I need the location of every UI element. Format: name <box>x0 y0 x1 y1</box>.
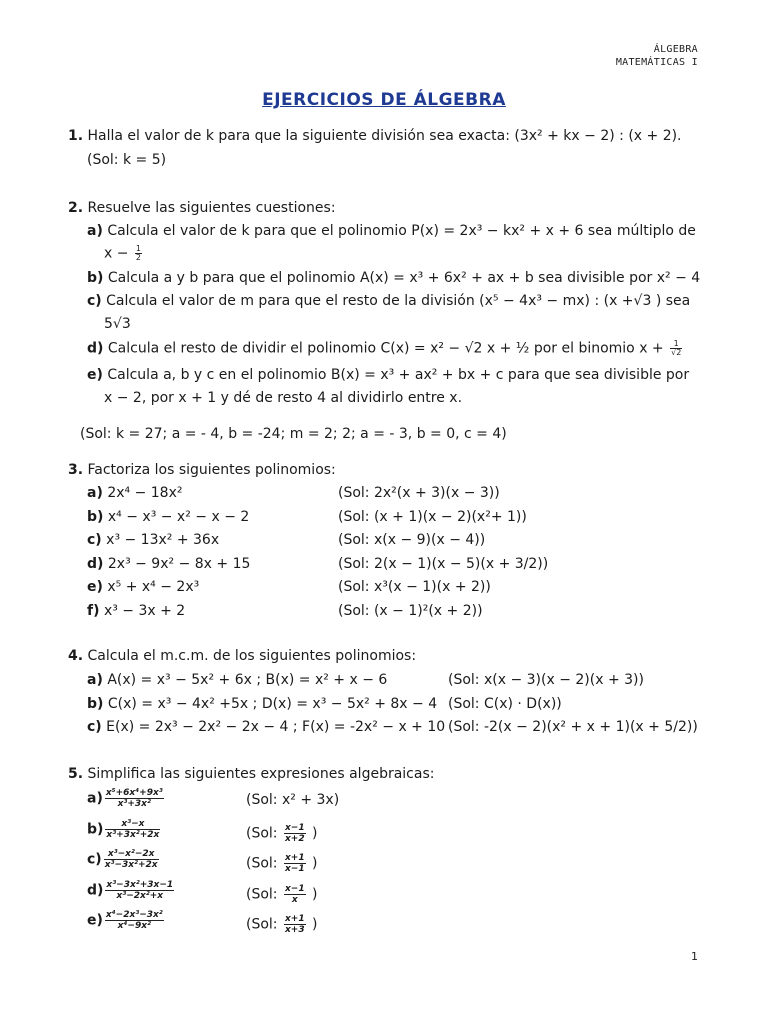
item-text: Calcula el valor de m para que el resto de la división (x⁵ − 4x³ − mx) : (x +√3 ) sea <box>106 293 691 309</box>
item-label: d) <box>87 882 104 898</box>
item-expression: 2x³ − 9x² − 8x + 15 <box>107 555 251 572</box>
exercise-text: Calcula el m.c.m. de los siguientes polinomios: <box>87 648 417 664</box>
fraction-denominator: x⁴−9x² <box>117 921 151 931</box>
exercise-2a-cont <box>104 245 144 262</box>
item-solution <box>246 792 339 808</box>
item-expression: x³ − 3x + 2 <box>103 602 186 619</box>
exercise-2d <box>87 340 684 357</box>
item-solution <box>246 853 318 874</box>
fraction-numerator: x³−3x²+3x−1 <box>106 879 174 890</box>
list-item <box>87 696 437 712</box>
exercise-2e-cont: x − 2, por x + 1 y dé de resto 4 al dividirlo entre x. <box>104 390 463 406</box>
item-label: f) <box>87 602 100 619</box>
item-solution <box>246 823 318 844</box>
item-label: a) <box>87 485 103 501</box>
list-item <box>87 485 182 501</box>
fraction-numerator: x³−x <box>105 819 160 830</box>
solution-fraction <box>284 884 306 905</box>
page-number: 1 <box>691 950 698 963</box>
exercise-number: 5. <box>68 766 84 782</box>
solution-close: ) <box>307 825 318 841</box>
list-item <box>87 788 166 809</box>
fraction-numerator: x+1 <box>284 914 305 924</box>
fraction-numerator: x−1 <box>284 822 305 833</box>
exercise-5 <box>68 766 434 782</box>
fraction-numerator: x⁴−2x³−3x² <box>105 910 163 920</box>
fraction-denominator: x−1 <box>284 864 305 874</box>
header-course: MATEMÁTICAS I <box>615 57 698 68</box>
item-label: e) <box>87 367 103 383</box>
item-label: b) <box>87 821 104 837</box>
item-text: Calcula el resto de dividir el polinomio C(x) = x² − √2 x + ½ por el binomio x + <box>107 340 669 357</box>
fraction <box>670 340 682 357</box>
exercise-2-solution: (Sol: k = 27; a = - 4, b = -24; m = 2; 2; a = - 3, b = 0, c = 4) <box>80 426 507 442</box>
exercise-text: Resuelve las siguientes cuestiones: <box>87 200 336 216</box>
exercise-2a <box>87 223 696 239</box>
item-solution: (Sol: 2(x − 1)(x − 5)(x + 3/2)) <box>338 555 549 572</box>
header-subject: ÁLGEBRA <box>653 44 698 55</box>
fraction-denominator: x³+3x² <box>117 799 151 809</box>
exercise-text: Halla el valor de k para que la siguiente división sea exacta: (3x² + kx − 2) : (x + 2). <box>87 128 682 144</box>
exercise-2c-cont: 5√3 <box>104 316 131 332</box>
fraction <box>105 788 164 809</box>
item-label: b) <box>87 508 104 525</box>
fraction <box>105 880 174 901</box>
exercise-number: 4. <box>68 648 84 664</box>
item-expression: E(x) = 2x³ − 2x² − 2x − 4 ; F(x) = -2x² − x + 10 <box>106 719 446 735</box>
item-solution: (Sol: (x − 1)²(x + 2)) <box>338 602 483 619</box>
item-label: d) <box>87 340 104 357</box>
solution-text: (Sol: x² + 3x) <box>246 792 340 808</box>
list-item <box>87 819 162 840</box>
item-expression: x⁴ − x³ − x² − x − 2 <box>107 508 250 525</box>
exercise-2b <box>87 270 700 286</box>
item-text: Calcula a y b para que el polinomio A(x) = x³ + 6x² + ax + b sea divisible por x² − 4 <box>107 270 701 286</box>
fraction-denominator: 2 <box>135 253 142 262</box>
solution-text: (Sol: <box>246 916 282 933</box>
exercise-2e <box>87 367 689 383</box>
fraction-numerator: 1 <box>670 340 682 349</box>
item-solution <box>246 884 318 905</box>
list-item <box>87 849 161 870</box>
fraction <box>105 910 164 931</box>
page-title: EJERCICIOS DE ÁLGEBRA <box>262 90 506 110</box>
fraction-numerator: x+1 <box>284 853 305 863</box>
item-solution: (Sol: x(x − 9)(x − 4)) <box>338 532 486 548</box>
item-label: a) <box>87 672 103 688</box>
item-text: Calcula el valor de k para que el polinomio P(x) = 2x³ − kx² + x + 6 sea múltiplo de <box>107 223 696 239</box>
solution-text: (Sol: <box>246 886 282 902</box>
item-solution: (Sol: (x + 1)(x − 2)(x²+ 1)) <box>338 508 527 525</box>
solution-fraction <box>284 914 306 935</box>
list-item <box>87 556 250 572</box>
page-header <box>616 43 698 69</box>
exercise-number: 3. <box>68 462 84 478</box>
item-solution <box>246 914 318 935</box>
item-expression: x³ − 13x² + 36x <box>106 532 220 548</box>
exercise-number: 1. <box>68 128 84 144</box>
exercise-number: 2. <box>68 200 84 216</box>
exercise-2 <box>68 200 336 216</box>
item-solution: (Sol: x³(x − 1)(x + 2)) <box>338 579 491 595</box>
item-expression: 2x⁴ − 18x² <box>107 485 183 501</box>
item-expression: x⁵ + x⁴ − 2x³ <box>107 579 200 595</box>
item-label: c) <box>87 293 102 309</box>
fraction-denominator: x³−2x²+x <box>116 890 164 901</box>
item-label: b) <box>87 695 104 712</box>
fraction-denominator: x³+3x²+2x <box>106 829 160 840</box>
fraction-denominator: x <box>291 894 298 905</box>
list-item <box>87 910 166 931</box>
exercise-1 <box>68 128 682 144</box>
solution-close: ) <box>307 886 318 902</box>
fraction-denominator: √2 <box>671 348 682 357</box>
fraction-denominator: x+3 <box>284 925 305 935</box>
item-expression: A(x) = x³ − 5x² + 6x ; B(x) = x² + x − 6 <box>107 672 388 688</box>
solution-text: (Sol: <box>246 855 282 872</box>
fraction-numerator: x⁵+6x⁴+9x³ <box>105 788 163 798</box>
solution-close: ) <box>307 916 318 933</box>
item-text: Calcula a, b y c en el polinomio B(x) = x³ + ax² + bx + c para que sea divisible por <box>107 367 690 383</box>
list-item <box>87 603 185 619</box>
solution-close: ) <box>307 855 318 872</box>
solution-text: (Sol: <box>246 825 282 841</box>
fraction <box>104 849 159 870</box>
list-item <box>87 672 387 688</box>
item-label: c) <box>87 851 102 868</box>
exercise-3 <box>68 462 336 478</box>
item-label: c) <box>87 719 102 735</box>
exercise-2c <box>87 293 690 309</box>
item-label: c) <box>87 532 102 548</box>
list-item <box>87 880 176 901</box>
item-text: x − <box>104 245 133 262</box>
fraction-numerator: 1 <box>135 244 142 253</box>
item-label: a) <box>87 790 103 807</box>
fraction-numerator: x³−x²−2x <box>104 849 159 860</box>
exercise-1-solution: (Sol: k = 5) <box>87 152 167 168</box>
fraction <box>105 819 160 840</box>
item-label: d) <box>87 555 104 572</box>
solution-fraction <box>284 853 306 874</box>
item-solution: (Sol: C(x) · D(x)) <box>448 695 562 712</box>
exercise-text: Simplifica las siguientes expresiones algebraicas: <box>87 766 435 782</box>
solution-fraction <box>284 823 306 844</box>
item-expression: C(x) = x³ − 4x² +5x ; D(x) = x³ − 5x² + 8x − 4 <box>107 695 438 712</box>
item-label: e) <box>87 912 103 929</box>
item-label: e) <box>87 579 103 595</box>
list-item <box>87 579 199 595</box>
item-solution: (Sol: 2x²(x + 3)(x − 3)) <box>338 485 500 501</box>
fraction-denominator: x+2 <box>284 833 305 844</box>
fraction <box>135 245 142 262</box>
fraction-denominator: x³−3x²+2x <box>104 860 158 870</box>
exercise-text: Factoriza los siguientes polinomios: <box>87 462 336 478</box>
item-solution: (Sol: -2(x − 2)(x² + x + 1)(x + 5/2)) <box>448 719 698 735</box>
list-item <box>87 719 445 735</box>
list-item <box>87 532 219 548</box>
item-label: b) <box>87 270 104 286</box>
item-label: a) <box>87 223 103 239</box>
item-solution: (Sol: x(x − 3)(x − 2)(x + 3)) <box>448 672 644 688</box>
exercise-4 <box>68 648 416 664</box>
list-item <box>87 509 249 525</box>
fraction-numerator: x−1 <box>284 883 305 894</box>
